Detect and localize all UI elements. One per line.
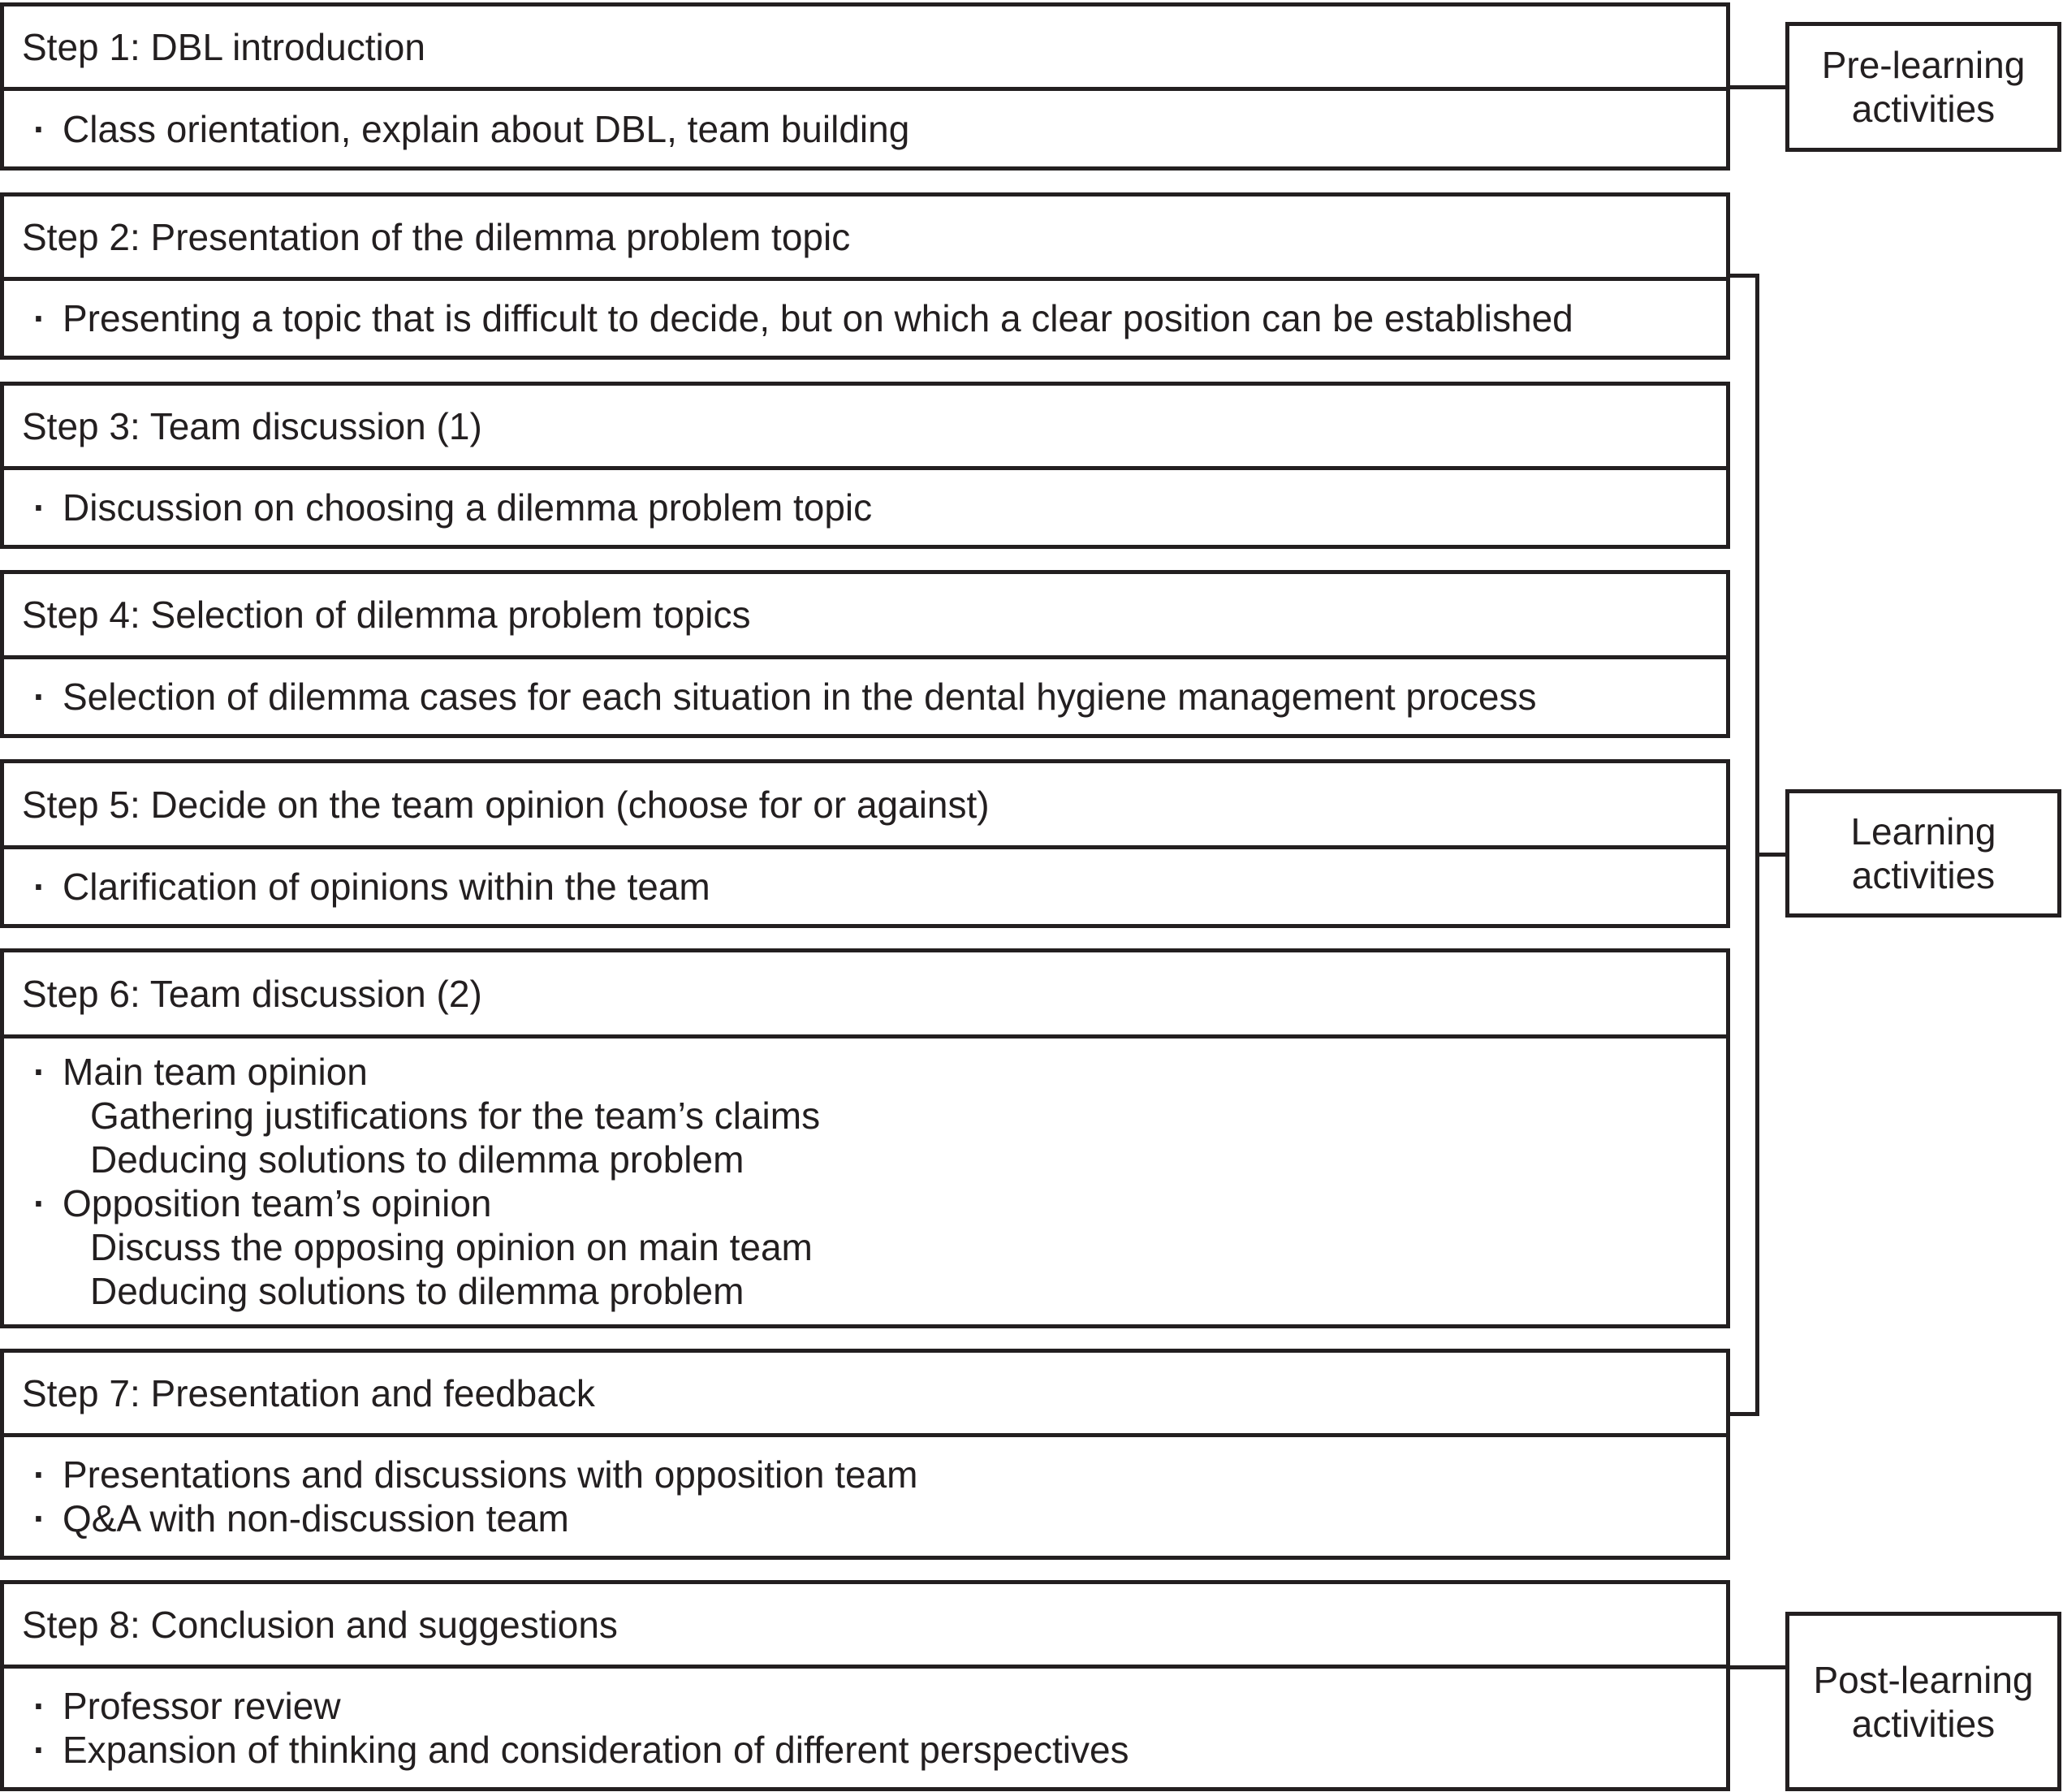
detail-line: · Presentations and discussions with opposition team: [33, 1453, 1726, 1496]
learning-connector: [1755, 853, 1788, 857]
step-3-box: [0, 382, 1730, 549]
detail-line: · Presenting a topic that is difficult to decide, but on which a clear position can be established: [33, 296, 1726, 340]
step-2-details: [4, 281, 1726, 356]
post-learning-activities-box: [1785, 1612, 2061, 1791]
step-1-title: Step 1: DBL introduction: [4, 6, 1726, 91]
step-8-box: [0, 1580, 1730, 1791]
detail-subline: Discuss the opposing opinion on main team: [90, 1226, 813, 1268]
learning-bracket-bottom: [1730, 1412, 1759, 1416]
step-5-details: [4, 849, 1726, 924]
detail-line: · Discussion on choosing a dilemma problem topic: [33, 486, 1726, 529]
detail-line: · Q&A with non-discussion team: [33, 1496, 1726, 1540]
step-7-details: [4, 1437, 1726, 1556]
step-1-details: [4, 91, 1726, 166]
detail-line: · Selection of dilemma cases for each situation in the dental hygiene management process: [33, 675, 1726, 719]
step-7-title: Step 7: Presentation and feedback: [4, 1353, 1726, 1437]
phase-label-line1: Pre-learning: [1821, 44, 2026, 86]
phase-label-line2: activities: [1851, 854, 1996, 896]
pre-learning-connector: [1730, 85, 1787, 89]
detail-line: · Main team opinion: [33, 1050, 1726, 1094]
detail-line: · Class orientation, explain about DBL, team building: [33, 107, 1726, 151]
step-4-details: [4, 659, 1726, 734]
step-3-title: Step 3: Team discussion (1): [4, 386, 1726, 470]
step-3-details: [4, 470, 1726, 545]
phase-label-line2: activities: [1851, 1702, 1996, 1745]
detail-line: · Professor review: [33, 1684, 1726, 1728]
learning-bracket-vertical: [1755, 274, 1759, 1416]
learning-activities-box: [1785, 789, 2061, 918]
detail-subline: Gathering justifications for the team’s claims: [90, 1095, 821, 1137]
phase-label-line1: Learning: [1850, 810, 1996, 853]
step-4-box: [0, 570, 1730, 738]
detail-subline: Deducing solutions to dilemma problem: [90, 1138, 744, 1181]
pre-learning-activities-box: [1785, 22, 2061, 152]
step-4-title: Step 4: Selection of dilemma problem topics: [4, 574, 1726, 659]
step-6-details: [4, 1038, 1726, 1324]
step-8-details: [4, 1669, 1726, 1787]
step-6-title: Step 6: Team discussion (2): [4, 952, 1726, 1038]
phase-label-line1: Post-learning: [1813, 1658, 2034, 1701]
step-5-title: Step 5: Decide on the team opinion (choose for or against): [4, 763, 1726, 849]
step-6-box: [0, 948, 1730, 1328]
step-5-box: [0, 759, 1730, 928]
detail-line: · Clarification of opinions within the team: [33, 865, 1726, 909]
detail-line: · Expansion of thinking and consideration of different perspectives: [33, 1728, 1726, 1772]
step-8-title: Step 8: Conclusion and suggestions: [4, 1584, 1726, 1669]
step-2-title: Step 2: Presentation of the dilemma problem topic: [4, 196, 1726, 281]
phase-label-line2: activities: [1851, 88, 1996, 130]
step-7-box: [0, 1349, 1730, 1560]
detail-line: · Opposition team’s opinion: [33, 1181, 1726, 1225]
step-1-box: [0, 2, 1730, 171]
detail-subline: Deducing solutions to dilemma problem: [90, 1270, 744, 1312]
post-learning-connector: [1730, 1665, 1787, 1669]
step-2-box: [0, 192, 1730, 360]
